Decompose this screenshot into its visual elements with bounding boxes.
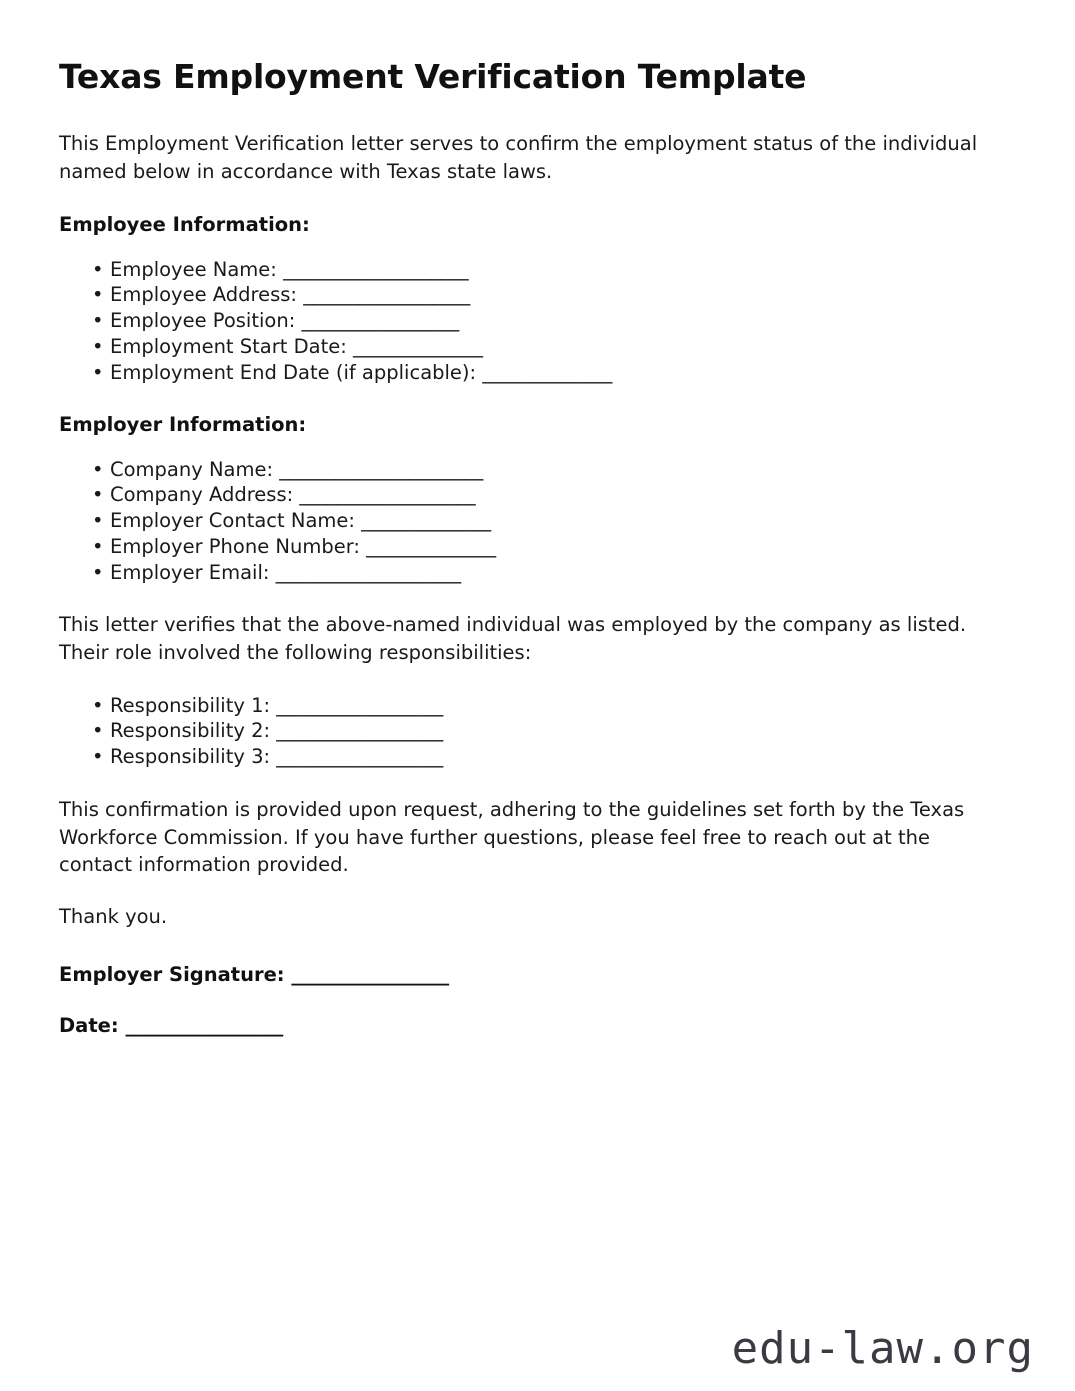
field-label: Employee Name: bbox=[110, 257, 277, 281]
field-label: Responsibility 3: bbox=[110, 745, 271, 769]
page-title: Texas Employment Verification Template bbox=[59, 57, 807, 96]
thank-you-text: Thank you. bbox=[59, 904, 168, 928]
field-label: Employment End Date (if applicable): bbox=[110, 360, 477, 384]
list-item bbox=[59, 560, 1003, 586]
list-item bbox=[59, 508, 1003, 534]
field-label: Employment Start Date: bbox=[110, 334, 347, 358]
field-blank[interactable]: __________________ bbox=[276, 693, 443, 717]
field-label: Responsibility 2: bbox=[110, 719, 271, 743]
field-blank[interactable]: _________________ bbox=[301, 309, 459, 333]
field-label: Employee Address: bbox=[110, 283, 298, 307]
date-line bbox=[59, 1012, 1003, 1039]
list-item bbox=[59, 693, 1003, 719]
list-item bbox=[59, 282, 1003, 308]
field-blank[interactable]: ______________ bbox=[353, 334, 483, 358]
field-blank[interactable]: ______________ bbox=[482, 360, 612, 384]
field-label: Employee Position: bbox=[110, 309, 296, 333]
field-label: Company Name: bbox=[110, 457, 274, 481]
list-item bbox=[59, 718, 1003, 744]
field-blank[interactable]: ______________________ bbox=[279, 457, 483, 481]
field-blank[interactable]: __________________ bbox=[276, 745, 443, 769]
employee-information-list bbox=[59, 257, 1003, 386]
employer-information-list bbox=[59, 457, 1003, 586]
employer-signature-line bbox=[59, 961, 1003, 988]
field-label: Responsibility 1: bbox=[110, 693, 271, 717]
verification-paragraph: This letter verifies that the above-named individual was employed by the company as listed. Their role involved the following responsibilities: bbox=[59, 613, 967, 664]
field-blank[interactable]: ___________________ bbox=[299, 483, 476, 507]
list-item bbox=[59, 534, 1003, 560]
field-blank[interactable]: __________________ bbox=[276, 719, 443, 743]
list-item bbox=[59, 334, 1003, 360]
employer-information-heading: Employer Information: bbox=[59, 413, 307, 437]
employer-signature-blank[interactable]: _________________ bbox=[291, 962, 449, 986]
list-item bbox=[59, 482, 1003, 508]
employee-information-heading: Employee Information: bbox=[59, 213, 310, 237]
field-blank[interactable]: __________________ bbox=[303, 283, 470, 307]
list-item bbox=[59, 308, 1003, 334]
list-item bbox=[59, 360, 1003, 386]
field-blank[interactable]: ____________________ bbox=[283, 257, 469, 281]
field-label: Employer Contact Name: bbox=[110, 509, 355, 533]
date-blank[interactable]: _________________ bbox=[125, 1013, 283, 1037]
date-label: Date: bbox=[59, 1013, 119, 1037]
list-item bbox=[59, 457, 1003, 483]
employer-signature-label: Employer Signature: bbox=[59, 962, 285, 986]
field-blank[interactable]: ______________ bbox=[361, 509, 491, 533]
field-label: Employer Email: bbox=[110, 560, 270, 584]
field-blank[interactable]: ____________________ bbox=[275, 560, 461, 584]
responsibilities-list bbox=[59, 693, 1003, 770]
intro-paragraph: This Employment Verification letter serves to confirm the employment status of the individual named below in accordance with Texas state laws. bbox=[59, 131, 978, 183]
list-item bbox=[59, 744, 1003, 770]
list-item bbox=[59, 257, 1003, 283]
field-label: Company Address: bbox=[110, 483, 294, 507]
site-watermark: edu-law.org bbox=[731, 1323, 1034, 1374]
field-label: Employer Phone Number: bbox=[110, 534, 360, 558]
field-blank[interactable]: ______________ bbox=[366, 534, 496, 558]
closing-paragraph: This confirmation is provided upon request, adhering to the guidelines set forth by the Texas Workforce Commission. If you have further questions, please feel free to reach out at the contact information provided. bbox=[59, 797, 965, 877]
